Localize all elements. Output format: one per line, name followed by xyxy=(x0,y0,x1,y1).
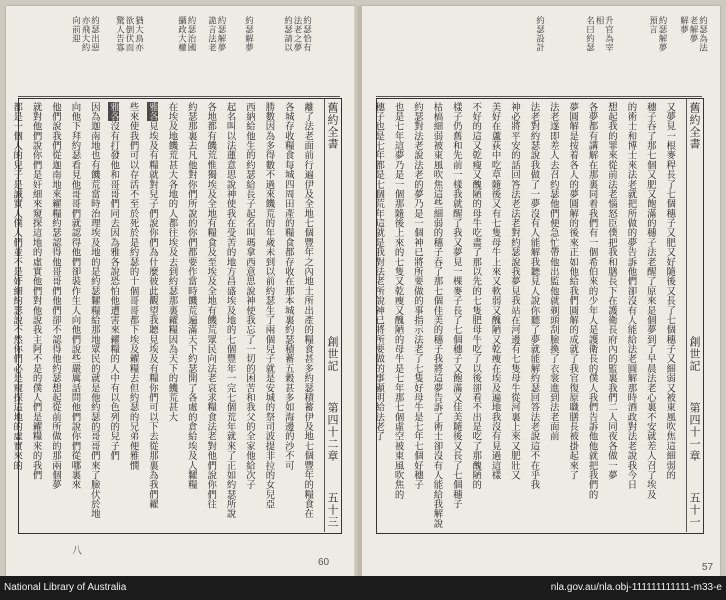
left-text-column: 雅各沒有打發他和哥哥們同去因為雅各說恐怕他遭害來糴糧的人中有以色列的兒子們 xyxy=(108,102,120,461)
right-text-column: 神必將平安的話回答法老法老對約瑟說我夢見我站在河邊有七隻母牛從河裏上來又肥壯又 xyxy=(508,102,520,480)
right-text-column: 約瑟對法老說法老的夢乃是一個神已將所要做的事指示法老了七隻好母牛是七年七個好穗子 xyxy=(411,102,423,490)
right-text-column: 法老遂即差人去召約瑟他們便急忙帶他出監他就剃頭刮臉換了衣裳進到法老面前 xyxy=(547,102,559,442)
right-page xyxy=(362,6,720,576)
right-text-column: 美好在蘆荻中吃草隨後又有七隻母牛上來又軟弱又醜陋又乾瘦在埃及遍地我沒有見過這樣 xyxy=(489,102,501,480)
right-side-page-number: 57 xyxy=(702,562,714,573)
left-text-column: 都是一個人的兒子是誠實人僕人們並不是奸細約瑟說不然你們必是窺探這地的虛實來的 xyxy=(11,102,23,471)
left-annotation: 約瑟出惡 亦飛大約 向前迎 xyxy=(70,16,100,52)
right-annotation: 約瑟設計 xyxy=(534,16,545,52)
left-header-page: 五十三 xyxy=(326,492,339,528)
right-text-column: 夢圓解是按着各人的夢圓解的後來正如他給我們圓解的成就了我官復原職膳長被掛起來了 xyxy=(567,102,579,480)
right-text-column: 的術士和博士來法老就把所做的夢告訴他們卻沒有人能給法老圓解那時酒政對法老說我今日 xyxy=(625,102,637,490)
left-annotation: 約瑟解夢 xyxy=(243,16,254,52)
right-header-book: 創世記 xyxy=(688,336,701,372)
right-header-page: 五十一 xyxy=(688,492,701,528)
left-annotation: 約瑟恰有 法老之夢 約瑟請以 xyxy=(282,16,312,52)
right-text-column: 樣子仍舊和先前一樣我就醒了我又夢見一棵麥子長了七個穗子又飽滿又佳美隨後又長了七個穗子 xyxy=(450,102,462,509)
footer-permalink[interactable]: nla.gov.au/nla.obj-111111111111-m33-e xyxy=(550,582,722,593)
right-annotation: 約瑟為法 老解夢 解夢 xyxy=(678,16,708,52)
right-header-chapter: 第四十一章 xyxy=(688,402,701,462)
right-text-column: 枯槁細弱被東風吹焦這些細弱的穗子吞了那七個佳美的穗子我將這夢告訴了術士卻沒有人能給我解說 xyxy=(431,102,443,529)
right-top-rule xyxy=(376,96,702,97)
left-header-book: 創世記 xyxy=(326,336,339,372)
right-text-column: 不好的這又乾瘦又醜陋的母牛吃盡了那以先的七隻肥母牛吃了以後卻看不出是吃了那醜陋的 xyxy=(470,102,482,490)
left-text-column: 各城存收糧食每城四周田產的糧食都存收在那本城裏約瑟積蓄五穀甚多如海邊的沙不可 xyxy=(282,102,294,471)
left-header-chapter: 第四十二章 xyxy=(326,402,339,462)
left-text-column: 起名叫以法蓮意思說神使我在受苦的地方昌盛埃及地的七個豐年一完七個荒年就來了正如約瑟所說 xyxy=(224,102,236,519)
left-annotation: 約瑟治國 攝政大權 xyxy=(176,16,196,52)
left-text-column: 離了法老面前行遍伊及全地七個豐年之內地土所出產的糧食甚多約瑟積蓄伊及地七個豐年的糧食在 xyxy=(302,102,314,519)
left-header-rule xyxy=(324,98,325,532)
left-annotation: 約瑟解夢 詭言法老 xyxy=(206,16,226,52)
footer-library-name: National Library of Australia xyxy=(4,582,127,593)
left-text-column: 向他下拜約瑟看見他哥哥們就認得他們卻裝作生人向他們說些嚴厲話問他們說你們從哪裏來 xyxy=(69,102,81,490)
left-highlight-mark: 雅各 xyxy=(108,102,120,122)
center-page-number: 60 xyxy=(318,557,330,568)
right-text-column: 也是七年這夢乃是一個那隨後上來的七隻又乾瘦又醜陋的母牛是七年那七個虛空被東風吹焦的 xyxy=(392,102,404,500)
footer-bar xyxy=(0,576,726,600)
left-header-title: 舊約全書 xyxy=(326,102,339,150)
right-text-column: 各夢都有講解在那裏同着我們有一個希伯來的少年人是護衛長的僕人我們告訴他他就把我們的 xyxy=(586,102,598,500)
right-header-rule xyxy=(686,98,687,532)
left-text-column: 些來使我們可以存活不至於死於是約瑟的十個哥哥都下埃及糴糧去但約瑟的兄弟便雅憫 xyxy=(127,102,139,471)
left-text-column: 雅各見埃及有糧就對兒子們說你們為什麼彼此觀望我聽見埃及有糧你們可以下去從那裏為我們糴 xyxy=(146,102,158,509)
left-top-rule xyxy=(18,96,340,97)
left-text-column: 因為迦南地也有饑荒當時治理埃及地的是約瑟糶糧給那地眾民的就是他約瑟的哥哥們來了臉伏於地 xyxy=(88,102,100,519)
right-header-title: 舊約全書 xyxy=(688,102,701,150)
left-text-column: 勝數因為多得數不過來饑荒的年歲未到以前約瑟生了兩個兒子就是安城的祭司波提非拉的女兒亞 xyxy=(263,102,275,509)
right-text-column: 法老對約瑟說我做了一夢沒有人能解我聽見人說你聽了夢就能解約瑟回答法老說這不在乎我 xyxy=(528,102,540,490)
left-bottom-label: 八 xyxy=(72,546,82,557)
right-annotation: 升官為宰 相 名曰約瑟 xyxy=(584,16,614,52)
left-text-column: 各地都有饑荒惟獨埃及全地有糧食及至埃及全地有饑荒眾民向法老哀求糧食法老對他們說你們往 xyxy=(205,102,217,509)
left-page xyxy=(6,6,356,576)
left-text-column: 在埃及地饑荒甚大各地的人都往埃及去到約瑟那裏糴糧因為天下的饑荒甚大 xyxy=(166,102,178,422)
right-text-column: 想起我的罪來從前法老惱怒臣僕把我和膳長下在護衛長府內的監裏我們二人同夜各做一夢 xyxy=(605,102,617,480)
left-highlight-mark: 雅各 xyxy=(146,102,158,122)
left-text-column: 約瑟那裏去凡他對你們所說的你們都要作當時饑荒遍滿天下約瑟開了各處的倉給埃及人糶糧 xyxy=(185,102,197,490)
right-text-column: 又夢見一根麥稈長了七個穗子又肥又好隨後又長了七個穗子又細弱又被東風吹焦這細弱的 xyxy=(664,102,676,480)
left-text-column: 就對他們說你們是奸細來窺探這地的虛實他們對他說我主阿不是的僕人們是糴糧來的我們 xyxy=(30,102,42,480)
right-annotation: 約瑟解夢 預言 xyxy=(647,16,667,52)
right-text-column: 穗子吞了那七個又肥又飽滿的穗子法老醒了原來是個夢到了早晨法老心裏不安就差人召了埃及 xyxy=(644,102,656,500)
left-text-column: 他們說我們從迦南地來糴糧約瑟認得他哥哥們他們卻不認得他約瑟想起從前所做的那兩個夢 xyxy=(49,102,61,490)
right-text-column: 穗子也是七年都是七個荒年這就是我對法老所說神已將所要做的事顯明給法老了 xyxy=(373,102,385,442)
left-text-column: 西納給他生的約瑟給長子起名叫瑪拿西意思說神使我忘了一切的困苦和我父的全家他給次子 xyxy=(243,102,255,490)
left-annotation: 猶大鳥亦 欲倒伏而 驚人告寡 xyxy=(114,16,144,52)
